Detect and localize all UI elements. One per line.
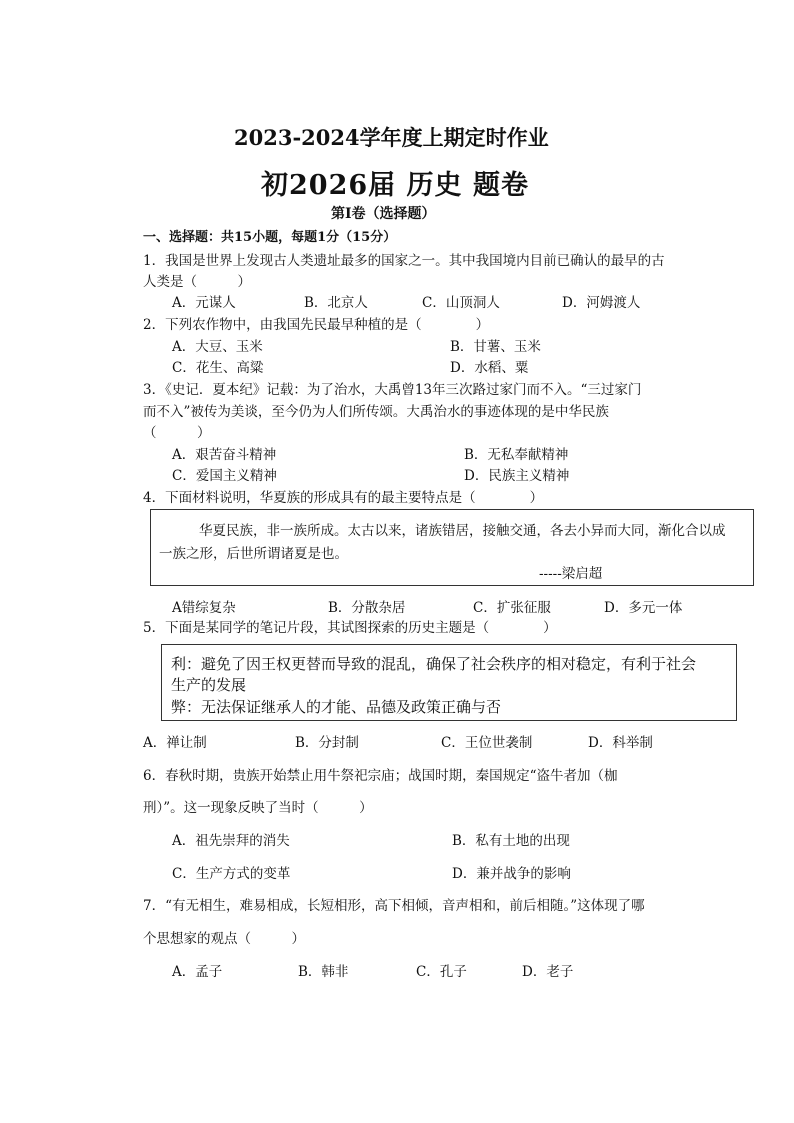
option-c[interactable]: C．王位世袭制 xyxy=(441,735,533,751)
part-title: 第I卷（选择题） xyxy=(331,206,436,222)
option-b[interactable]: B．甘薯、玉米 xyxy=(450,339,541,355)
option-d[interactable]: D．科举制 xyxy=(588,735,653,751)
option-c[interactable]: C．花生、高粱 xyxy=(172,360,264,376)
option-a[interactable]: A．禅让制 xyxy=(143,735,207,751)
notes-text: 生产的发展 xyxy=(171,676,247,694)
option-a[interactable]: A．祖先崇拜的消失 xyxy=(172,833,290,849)
option-d[interactable]: D．老子 xyxy=(522,964,574,980)
question-text: 1．我国是世界上发现古人类遗址最多的国家之一。其中我国境内目前已确认的最早的古 xyxy=(143,253,665,269)
option-b[interactable]: B．分封制 xyxy=(295,735,359,751)
question-text: 3．《史记．夏本纪》记载：为了治水，大禹曾13年三次路过家门而不入。“三过家门 xyxy=(143,382,642,398)
title-line1: 2023-2024学年度上期定时作业 xyxy=(234,125,549,150)
notes-text: 弊：无法保证继承人的才能、品德及政策正确与否 xyxy=(171,698,502,716)
question-text: （ ） xyxy=(143,425,211,441)
question-text: 而不入”被传为美谈，至今仍为人们所传颂。大禹治水的事迹体现的是中华民族 xyxy=(143,404,609,420)
option-c[interactable]: C．孔子 xyxy=(416,964,467,980)
question-text: 刑）”。这一现象反映了当时（ ） xyxy=(143,800,373,816)
material-text: 一族之形，后世所谓诸夏是也。 xyxy=(159,546,348,562)
question-text: 7．“有无相生，难易相成，长短相形，高下相倾，音声相和，前后相随。”这体现了哪 xyxy=(143,898,645,914)
option-d[interactable]: D．兼并战争的影响 xyxy=(452,866,571,882)
question-text: 6．春秋时期，贵族开始禁止用牛祭祀宗庙；战国时期，秦国规定“盗牛者加（枷 xyxy=(143,768,618,784)
question-text: 人类是（ ） xyxy=(143,274,251,290)
option-c[interactable]: C．生产方式的变革 xyxy=(172,866,291,882)
option-d[interactable]: D．水稻、粟 xyxy=(450,360,529,376)
title-line2: 初2026届 历史 题卷 xyxy=(261,170,529,201)
option-b[interactable]: B．韩非 xyxy=(298,964,349,980)
option-a[interactable]: A．孟子 xyxy=(172,964,223,980)
option-a[interactable]: A．元谋人 xyxy=(172,295,236,311)
option-d[interactable]: D．民族主义精神 xyxy=(464,468,570,484)
notes-text: 利：避免了因王权更替而导致的混乱，确保了社会秩序的相对稳定，有利于社会 xyxy=(171,655,697,673)
option-d[interactable]: D．河姆渡人 xyxy=(562,295,641,311)
option-c[interactable]: C．扩张征服 xyxy=(473,600,551,616)
option-c[interactable]: C．爱国主义精神 xyxy=(172,468,277,484)
question-text: 2．下列农作物中，由我国先民最早种植的是（ ） xyxy=(143,317,490,333)
option-b[interactable]: B．无私奉献精神 xyxy=(464,447,569,463)
question-text: 个思想家的观点（ ） xyxy=(143,931,305,947)
question-text: 5．下面是某同学的笔记片段，其试图探索的历史主题是（ ） xyxy=(143,620,557,636)
option-c[interactable]: C．山顶洞人 xyxy=(422,295,500,311)
notes-box xyxy=(161,644,737,721)
option-d[interactable]: D．多元一体 xyxy=(604,600,683,616)
option-b[interactable]: B．分散杂居 xyxy=(328,600,406,616)
material-source: -----梁启超 xyxy=(539,566,603,582)
question-text: 4．下面材料说明，华夏族的形成具有的最主要特点是（ ） xyxy=(143,490,544,506)
option-b[interactable]: B．私有土地的出现 xyxy=(452,833,570,849)
section-heading: 一、选择题：共15小题，每题1分（15分） xyxy=(143,230,397,245)
material-box xyxy=(150,509,754,586)
option-a[interactable]: A．艰苦奋斗精神 xyxy=(172,447,277,463)
option-a[interactable]: A．大豆、玉米 xyxy=(172,339,263,355)
option-a[interactable]: A错综复杂 xyxy=(172,600,236,616)
option-b[interactable]: B．北京人 xyxy=(304,295,368,311)
material-text: 华夏民族，非一族所成。太古以来，诸族错居，接触交通，各去小异而大同，渐化合以成 xyxy=(199,523,726,539)
